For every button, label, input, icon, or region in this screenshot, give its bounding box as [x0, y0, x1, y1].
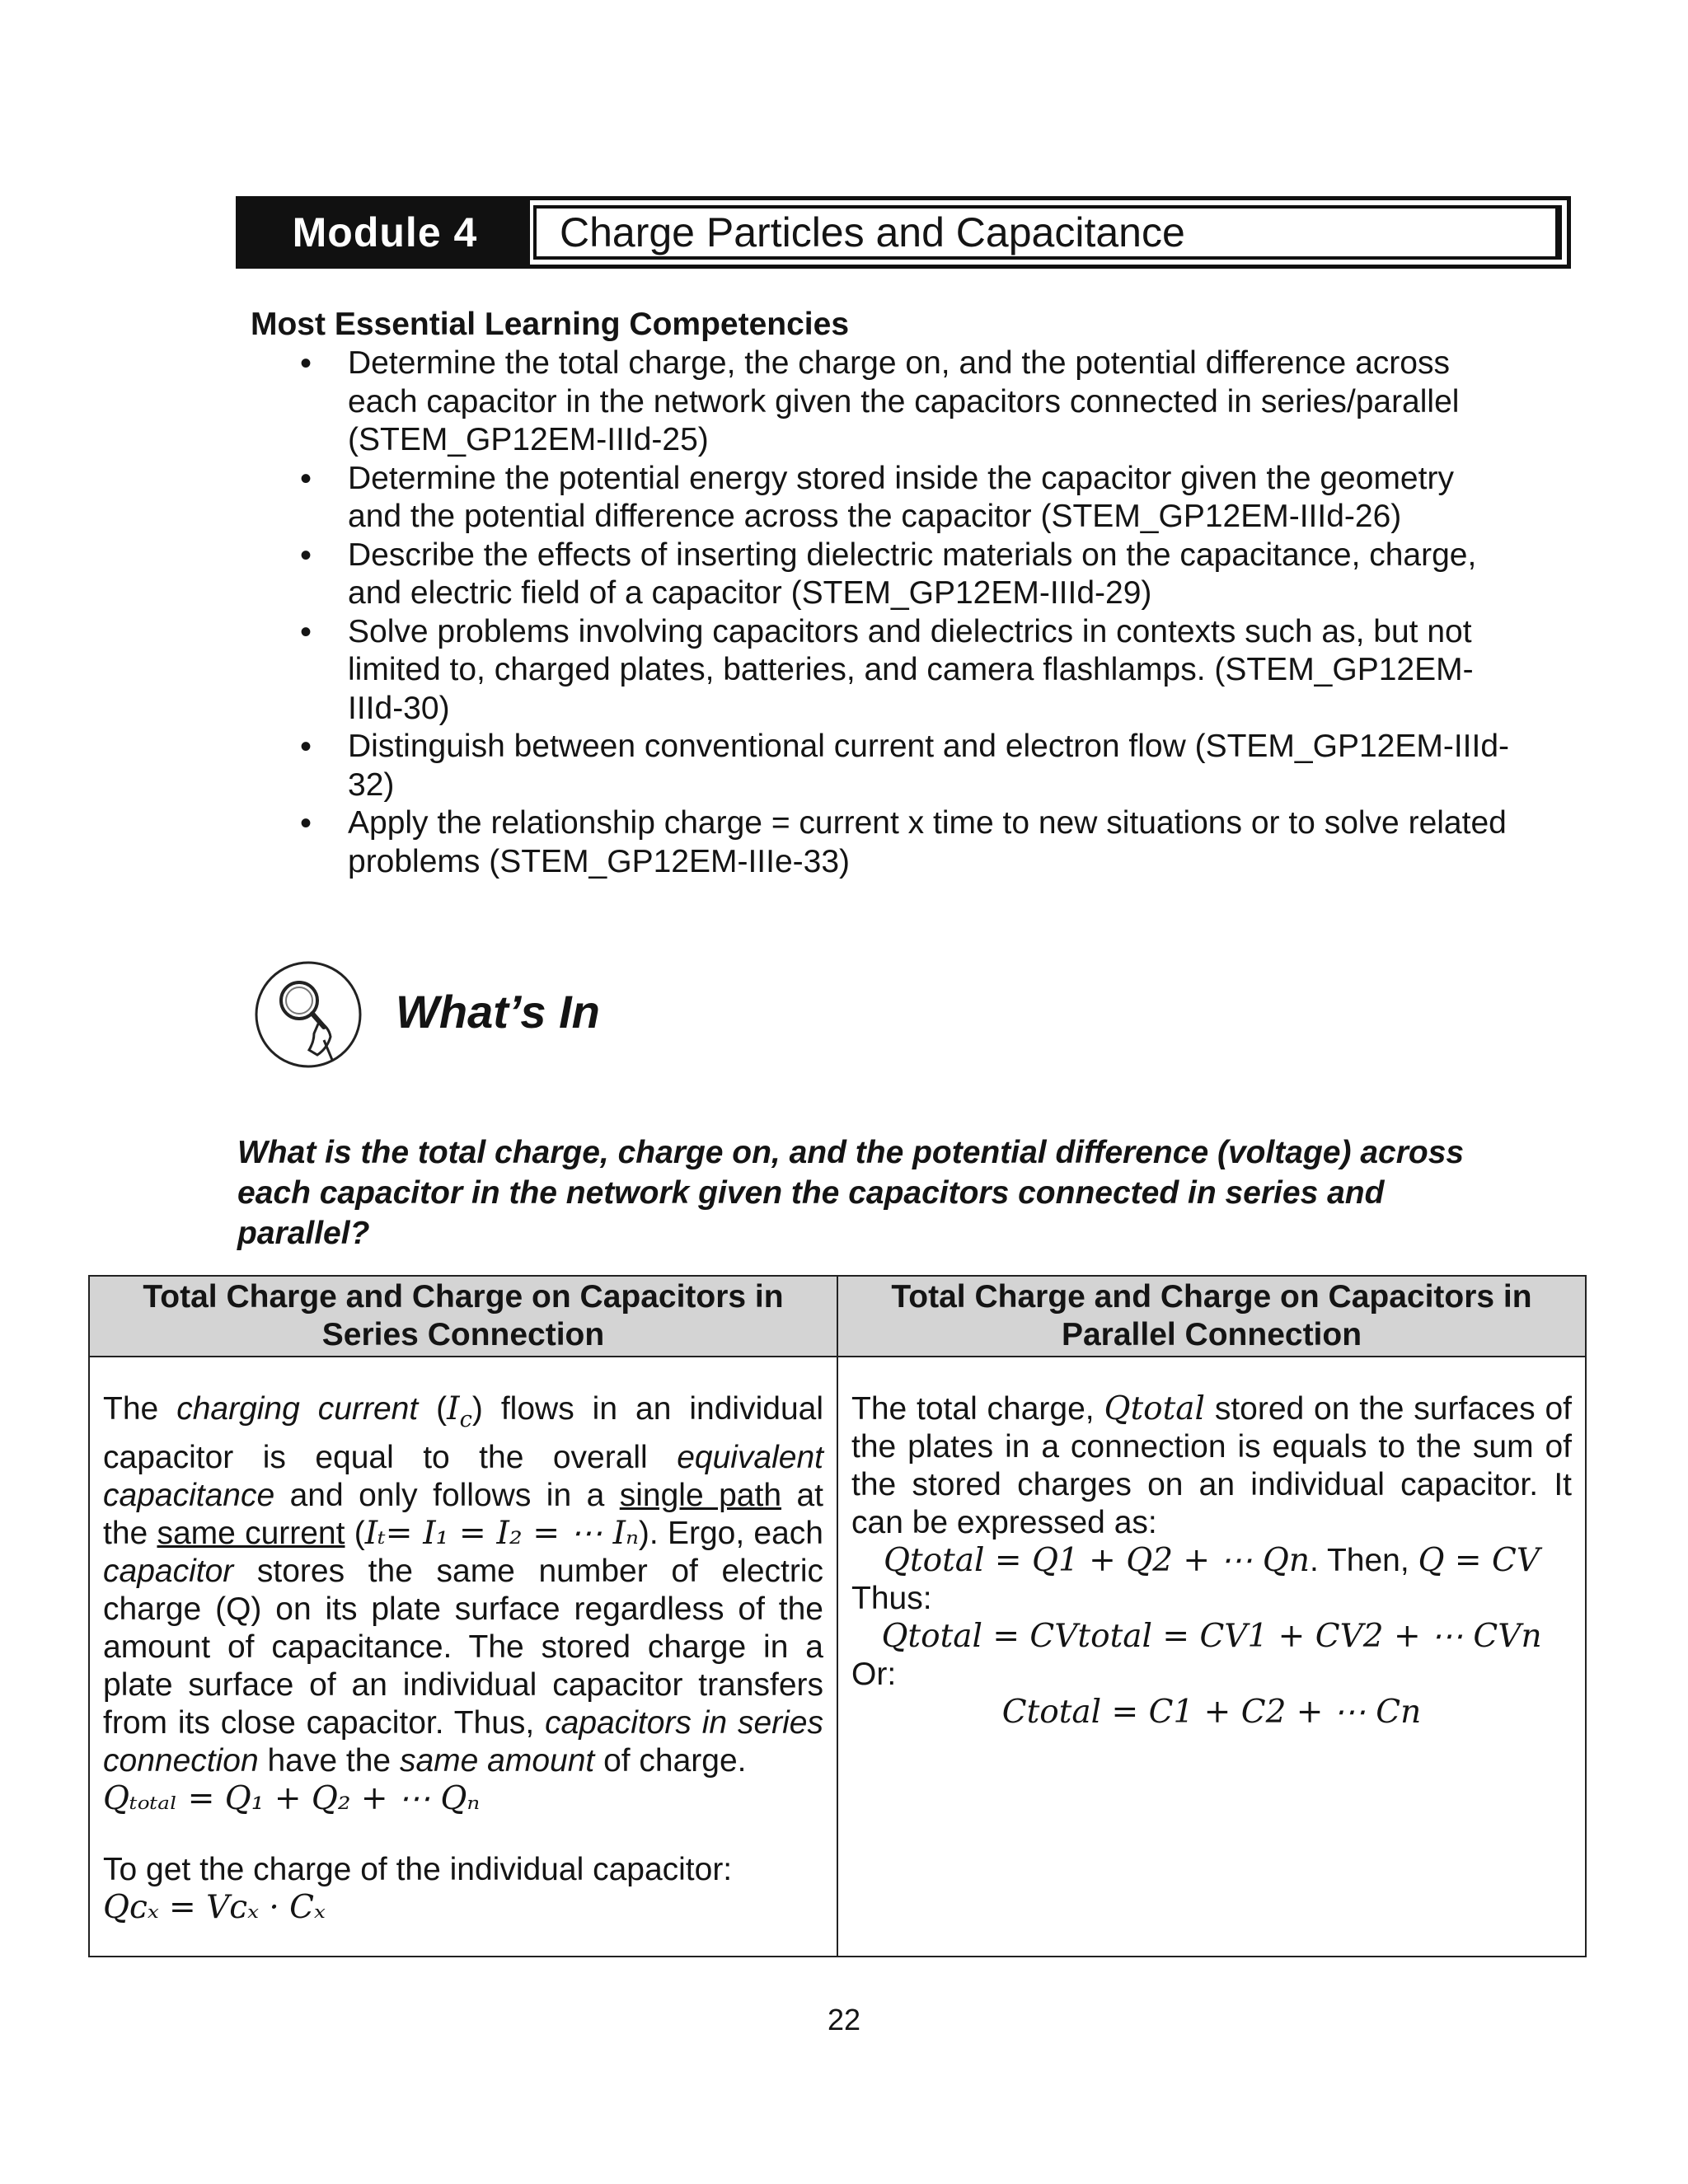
- table-header-row: [89, 1276, 1586, 1357]
- competency-item: • Solve problems involving capacitors and dielectrics in contexts such as, but not limited to, charged plates, batteries, and camera flashlamps. (STEM_GP12EM-IIId-30): [300, 613, 1512, 729]
- comparison-table: [88, 1275, 1587, 1957]
- table-row: [89, 1357, 1586, 1957]
- module-title: Charge Particles and Capacitance: [533, 205, 1562, 260]
- competency-item: • Determine the total charge, the charge on, and the potential difference across each capacitor in the network given the capacitors connected in series/parallel (STEM_GP12EM-IIId-25): [300, 344, 1512, 460]
- competencies-heading: Most Essential Learning Competencies: [251, 307, 850, 342]
- series-header: Total Charge and Charge on Capacitors in Series Connection: [89, 1276, 837, 1357]
- competencies-list: [300, 344, 1512, 881]
- or-label: Or:: [851, 1657, 897, 1692]
- module-label: Module 4: [240, 200, 530, 265]
- parallel-header: Total Charge and Charge on Capacitors in Parallel Connection: [837, 1276, 1586, 1357]
- guide-question: What is the total charge, charge on, and the potential difference (voltage) across each capacitor in the network given the capacitors connected in series and parallel?: [237, 1135, 1465, 1251]
- magnifying-glass-icon: [253, 959, 363, 1070]
- parallel-cell: [837, 1357, 1586, 1957]
- parallel-paragraph: The total charge, Qtotal stored on the surfaces of the plates in a connection is equals to the sum of the stored charges on an individual capacitor. It can be expressed as:: [851, 1390, 1573, 1540]
- page-number: 22: [827, 2003, 861, 2036]
- individual-charge-text: To get the charge of the individual capacitor:: [103, 1851, 733, 1887]
- competency-item: • Describe the effects of inserting dielectric materials on the capacitance, charge, and electric field of a capacitor (STEM_GP12EM-IIId-29): [300, 537, 1512, 613]
- series-total-equation: Qₜₒₜₐₗ = Q₁ + Q₂ + ⋯ Qₙ: [103, 1779, 481, 1817]
- parallel-equation-3: Ctotal = C1 + C2 + ⋯ Cn: [1001, 1694, 1422, 1731]
- series-paragraph: The charging current $(I_c)$ flows in an individual capacitor is equal to the overall equivalent capacitance and only follows in a single path at the same current (Iₜ= I₁ = I₂ = ⋯ Iₙ). Ergo, each capacitor stores the same number of electric charge (Q) on its plate surface regardless of the amount of capacitance. The stored charge in a plate surface of an individual capacitor transfers from its close capacitor. Thus, capacitors in series connection have the same amount of charge.: [103, 1390, 823, 1779]
- series-cell: [89, 1357, 837, 1957]
- section-title: What’s In: [396, 986, 600, 1038]
- parallel-equation-1: Qtotal = Q1 + Q2 + ⋯ Qn. Then, Q = CV: [884, 1542, 1540, 1579]
- module-header: [236, 196, 1571, 269]
- individual-charge-equation: Qᴄₓ = Vᴄₓ · Cₓ: [103, 1888, 326, 1926]
- competency-item: • Determine the potential energy stored inside the capacitor given the geometry and the potential difference across the capacitor (STEM_GP12EM-IIId-26): [300, 460, 1512, 537]
- thus-label: Thus:: [851, 1581, 932, 1616]
- current-equation: Iₜ= I₁ = I₂ = ⋯ Iₙ: [364, 1514, 639, 1552]
- competency-item: • Distinguish between conventional current and electron flow (STEM_GP12EM-IIId-32): [300, 728, 1512, 804]
- parallel-equation-2: Qtotal = CVtotal = CV1 + CV2 + ⋯ CVn: [881, 1618, 1542, 1655]
- competency-item: • Apply the relationship charge = current x time to new situations or to solve related problems (STEM_GP12EM-IIIe-33): [300, 804, 1512, 881]
